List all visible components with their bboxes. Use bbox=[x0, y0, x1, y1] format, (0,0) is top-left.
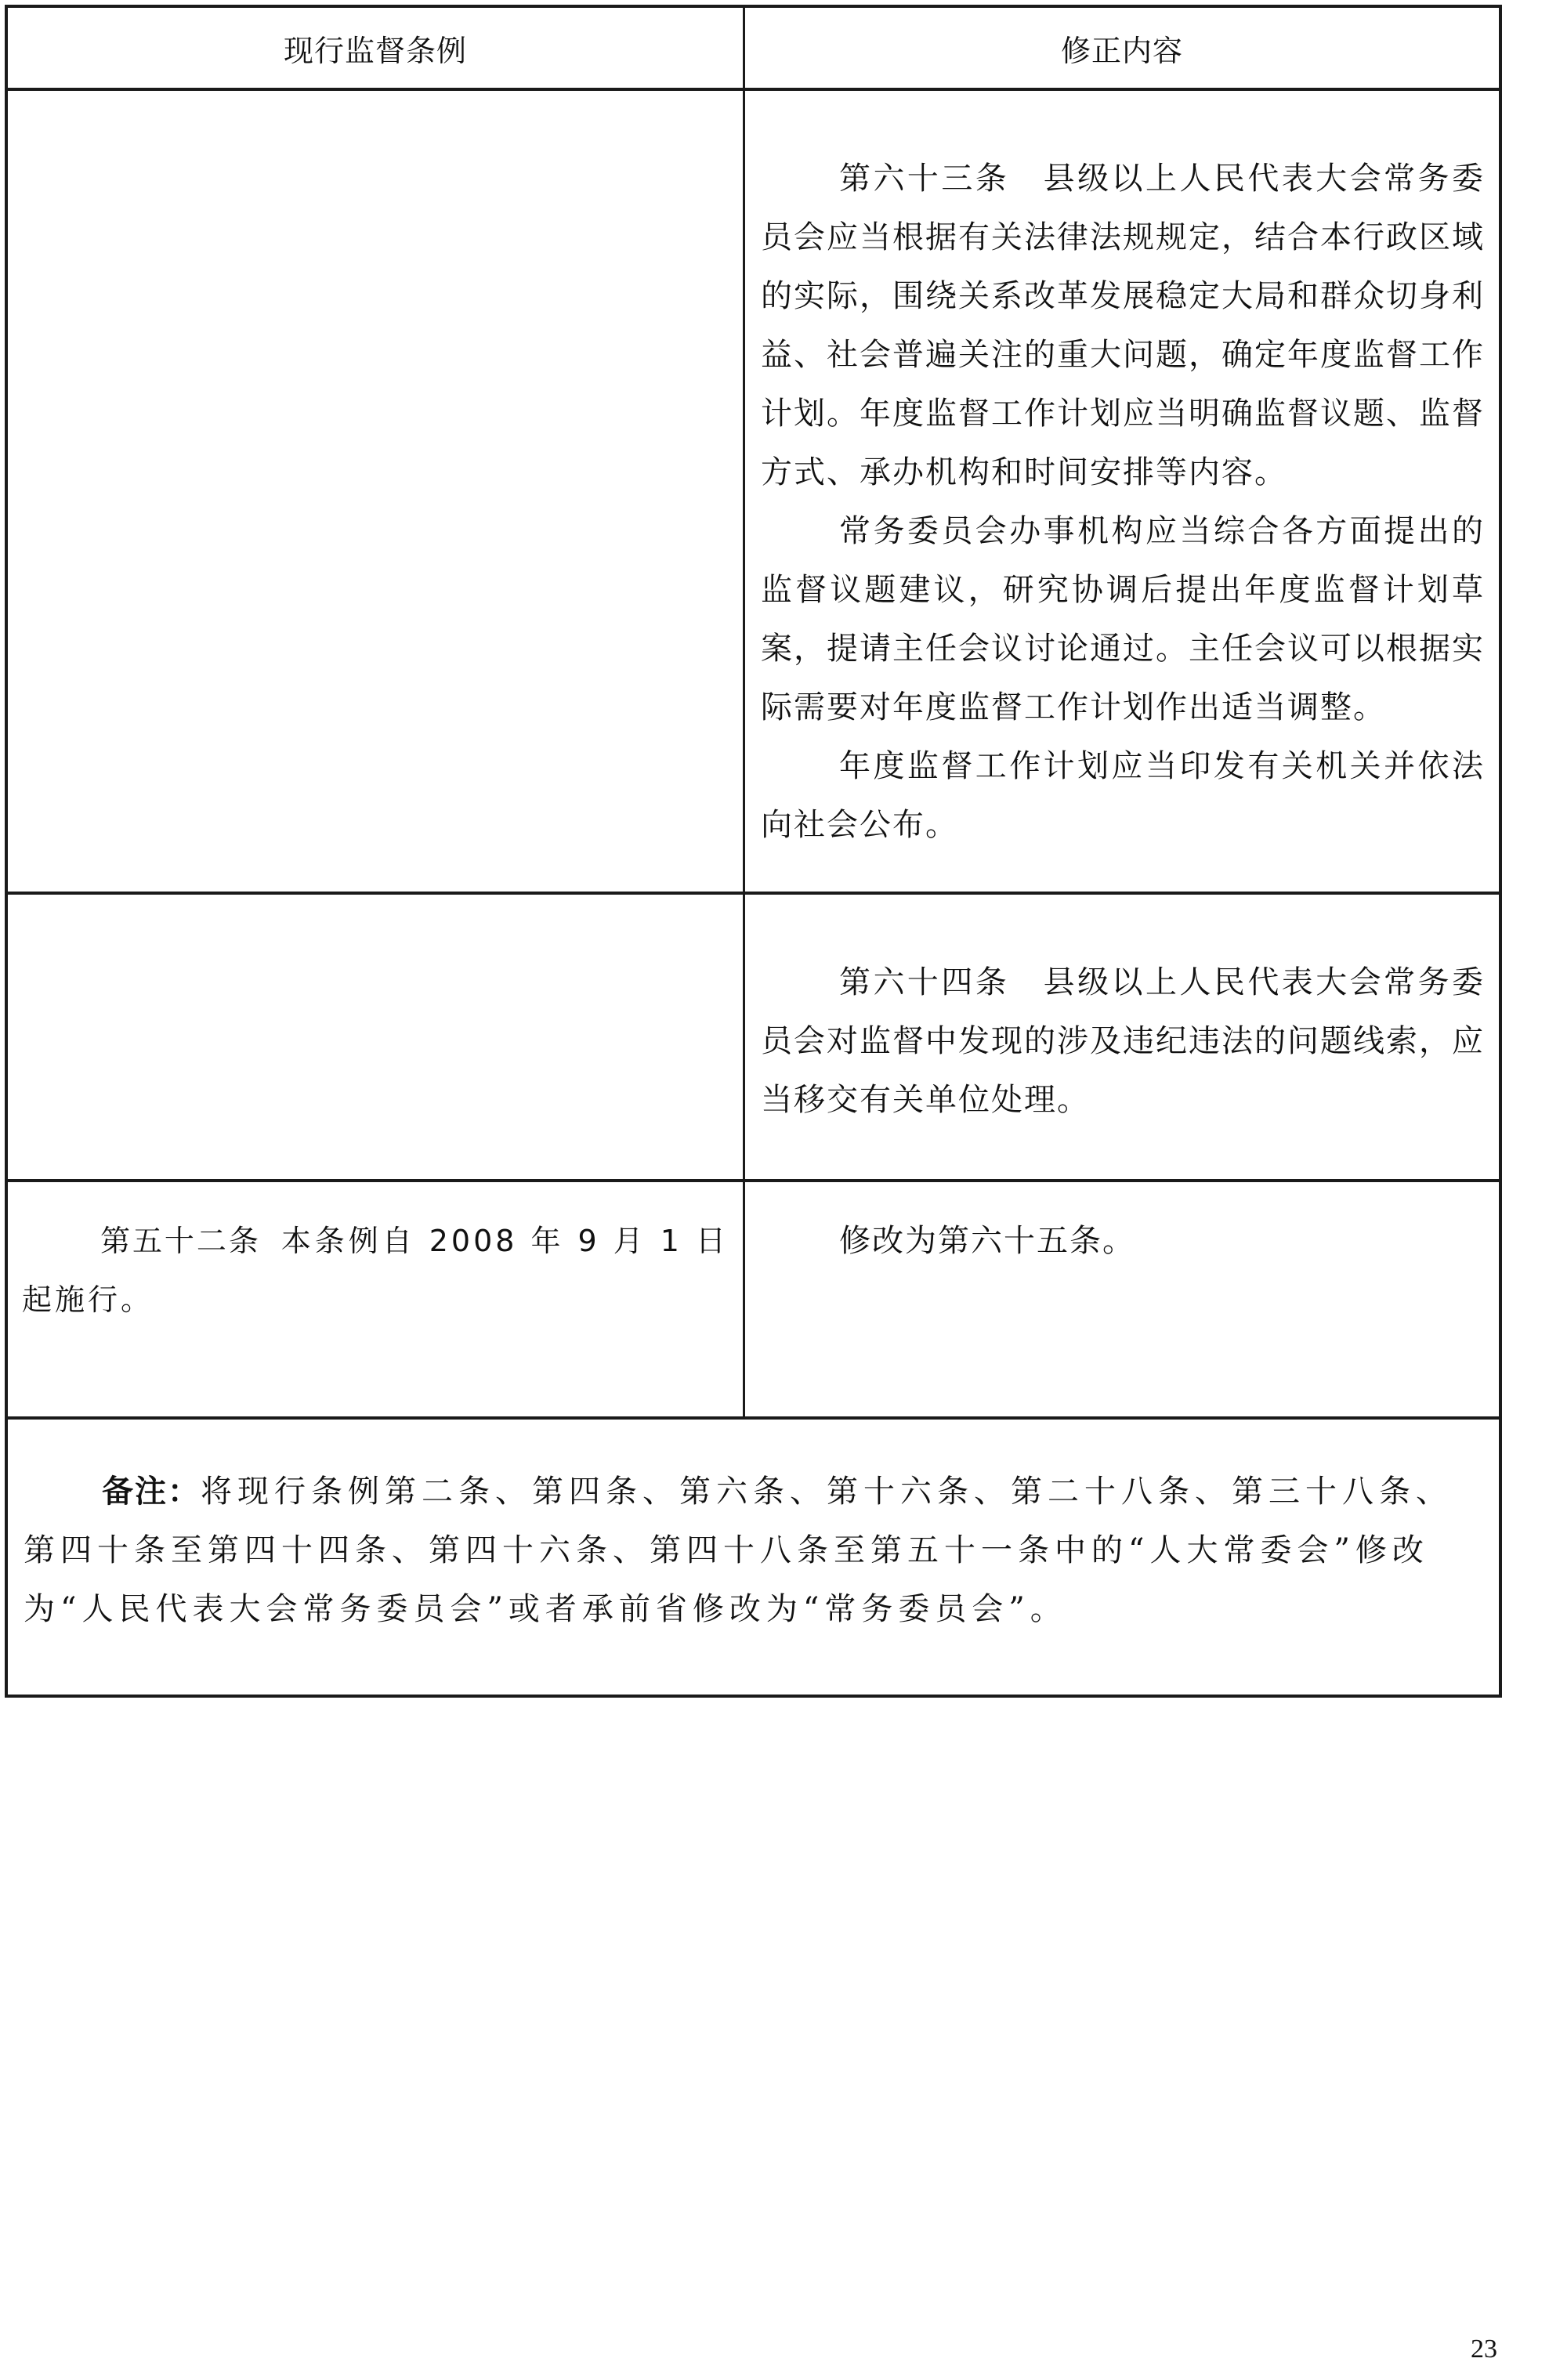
table-row-article-52 bbox=[8, 1182, 1499, 1420]
current-cell-article-52 bbox=[8, 1182, 745, 1416]
article-52-revision: 修改为第六十五条。 bbox=[839, 1223, 1135, 1259]
article-52-label: 第五十二条 bbox=[100, 1224, 261, 1258]
article-52-text bbox=[22, 1212, 729, 1329]
article-63-paragraph-3: 年度监督工作计划应当印发有关机关并依法向社会公布。 bbox=[761, 748, 1485, 843]
revision-cell-article-63 bbox=[745, 91, 1499, 892]
header-current-regulation bbox=[8, 8, 745, 88]
note-cell bbox=[8, 1420, 1499, 1695]
current-cell-empty bbox=[8, 895, 745, 1179]
header-revision-content bbox=[745, 8, 1499, 88]
article-64-paragraph-1: 第六十四条 县级以上人民代表大会常务委员会对监督中发现的涉及违纪违法的问题线索，应当移交有关单位处理。 bbox=[761, 964, 1485, 1118]
table-row-article-64 bbox=[8, 895, 1499, 1182]
note-body: 将现行条例第二条、第四条、第六条、第十六条、第二十八条、第三十八条、第四十条至第四十四条、第四十六条、第四十八条至第五十一条中的“人大常委会”修改为“人民代表大会常务委员会”或者承前省修改为“常务委员会”。 bbox=[24, 1474, 1453, 1627]
amendment-comparison-table bbox=[5, 5, 1502, 1698]
current-cell-empty bbox=[8, 91, 745, 892]
table-row-article-63 bbox=[8, 91, 1499, 895]
article-63-paragraph-2: 常务委员会办事机构应当综合各方面提出的监督议题建议，研究协调后提出年度监督计划草案，提请主任会议讨论通过。主任会议可以根据实际需要对年度监督工作计划作出适当调整。 bbox=[761, 513, 1485, 725]
note-paragraph bbox=[24, 1463, 1483, 1639]
article-52-body: 本条例自 2008 年 9 月 1 日起施行。 bbox=[22, 1224, 729, 1317]
table-header-row bbox=[8, 8, 1499, 91]
article-63-paragraph-1: 第六十三条 县级以上人民代表大会常务委员会应当根据有关法律法规规定，结合本行政区域的实际，围绕关系改革发展稳定大局和群众切身利益、社会普遍关注的重大问题，确定年度监督工作计划。年度监督工作计划应当明确监督议题、监督方式、承办机构和时间安排等内容。 bbox=[761, 161, 1485, 490]
header-revision-label: 修正内容 bbox=[1060, 33, 1183, 68]
page-number: 23 bbox=[1471, 2335, 1497, 2364]
table-note-row bbox=[8, 1420, 1499, 1695]
note-label: 备注： bbox=[102, 1474, 201, 1510]
revision-cell-article-64 bbox=[745, 895, 1499, 1179]
revision-cell-article-52 bbox=[745, 1182, 1499, 1416]
header-current-label: 现行监督条例 bbox=[283, 33, 467, 68]
